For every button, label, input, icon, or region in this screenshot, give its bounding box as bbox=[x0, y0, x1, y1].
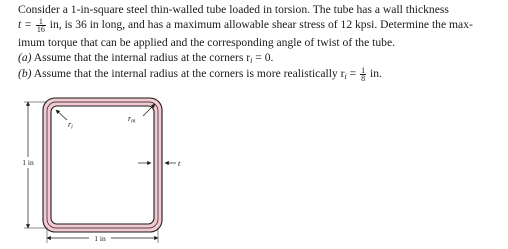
part-a-tail: = 0. bbox=[255, 51, 274, 64]
problem-line-3-text: imum torque that can be applied and the corresponding angle of twist of the tube. bbox=[18, 36, 396, 49]
ri-label: ri bbox=[68, 120, 73, 131]
part-b-text: Assume that the internal radius at the corners is more realistically r bbox=[33, 67, 345, 81]
height-dim-label: 1 in bbox=[22, 158, 34, 167]
part-a-text: Assume that the internal radius at the corners r bbox=[33, 51, 251, 64]
ri-leader-line bbox=[56, 110, 67, 120]
tube-wall bbox=[43, 98, 162, 232]
part-b-tail: in. bbox=[369, 67, 382, 81]
part-b: (b) Assume that the internal radius at the corners is more realistically $r_i$ = $\frac{1}{8}$ in. bbox=[18, 66, 382, 83]
part-a-label: (a) bbox=[18, 51, 32, 64]
part-b-label: (b) bbox=[18, 67, 32, 81]
mid-wall-line bbox=[47, 102, 158, 228]
problem-line-1-text: Consider a 1-in-square steel thin-walled tube loaded in torsion. The tube has a wall thickness bbox=[18, 3, 449, 16]
thickness-label: t bbox=[178, 159, 181, 168]
part-a: (a) Assume that the internal radius at the corners $r_i = 0$. bbox=[18, 51, 274, 65]
problem-line-2-text: in, is 36 in long, and has a maximum allowable shear stress of 12 kpsi. Determine the max- bbox=[49, 18, 473, 32]
thickness-symbol: t = bbox=[18, 18, 32, 32]
radius-fraction: $\frac{1}{8}$ bbox=[361, 66, 366, 83]
thickness-fraction: $\frac{1}{16}$ bbox=[36, 17, 45, 34]
width-dim-label: 1 in bbox=[94, 234, 106, 243]
rm-label: rm bbox=[128, 114, 136, 125]
